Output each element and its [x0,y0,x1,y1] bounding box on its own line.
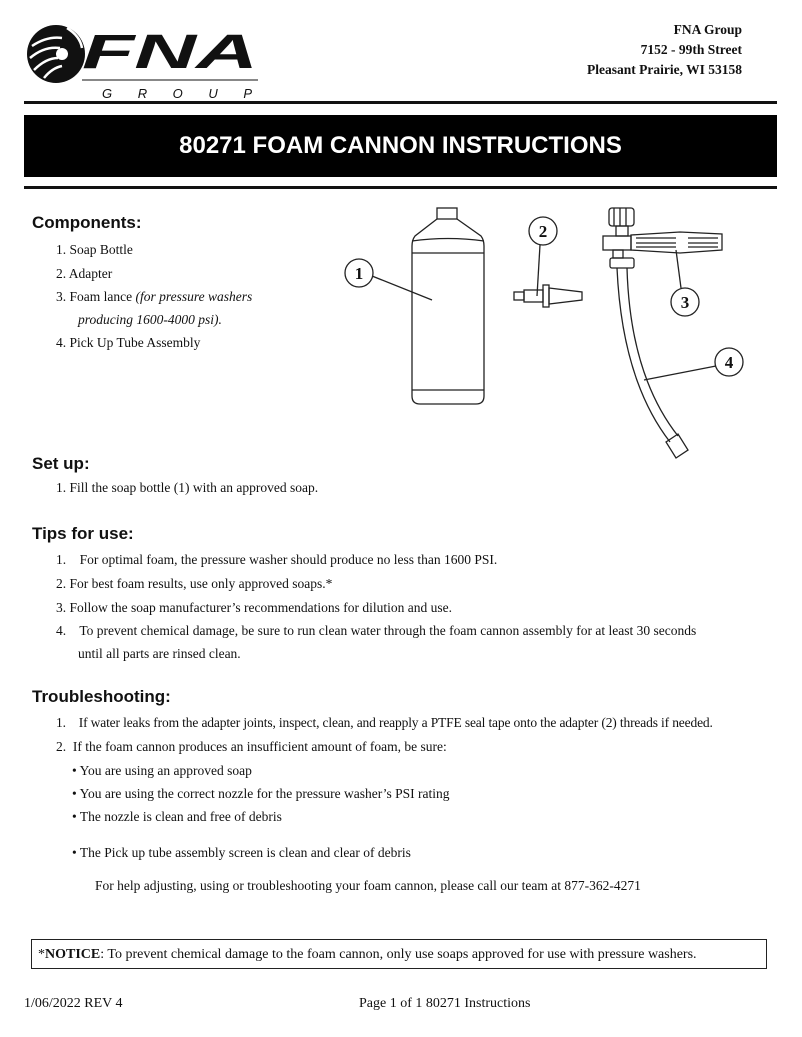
page-title: 80271 FOAM CANNON INSTRUCTIONS [24,115,777,177]
company-address [587,20,742,80]
component-item-note: producing 1600-4000 psi). [78,312,222,327]
setup-heading: Set up: [32,454,90,473]
divider-top [24,101,777,104]
company-name: FNA Group [673,22,742,37]
footer-date: 1/06/2022 REV 4 [24,996,123,1011]
component-item-label: 3. Foam lance [56,289,133,304]
notice-asterisk: * [38,946,45,962]
logo-text: FNA [82,26,258,79]
tips-heading: Tips for use: [32,524,134,543]
footer-page: Page 1 of 1 80271 Instructions [359,996,531,1011]
troubleshooting-heading: Troubleshooting: [32,687,171,706]
tip-item: 1. For optimal foam, the pressure washer should produce no less than 1600 PSI. [56,552,498,567]
notice-box [31,939,767,969]
component-item: 1. Soap Bottle [56,242,133,257]
troubleshooting-bullet: • The Pick up tube assembly screen is clean and clear of debris [72,845,411,860]
component-item: 4. Pick Up Tube Assembly [56,335,201,350]
components-heading: Components: [32,213,142,232]
troubleshooting-bullet: • You are using the correct nozzle for the pressure washer’s PSI rating [72,786,450,801]
callout-2: 2 [538,222,548,241]
help-text: For help adjusting, using or troubleshooting your foam cannon, please call our team at 877-362-4271 [95,878,641,893]
tip-item-cont: until all parts are rinsed clean. [78,646,241,661]
component-item: 2. Adapter [56,266,113,281]
notice-label: NOTICE [45,946,101,962]
component-item [56,288,252,305]
logo-subtext: GROUP [102,86,252,100]
tip-item: 2. For best foam results, use only approved soaps.* [56,576,333,591]
callout-1: 1 [354,264,364,283]
troubleshooting-item: 2. If the foam cannon produces an insufficient amount of foam, be sure: [56,739,447,754]
divider-below-title [24,186,777,189]
soap-bottle-drawing [412,208,484,404]
company-city: Pleasant Prairie, WI 53158 [587,62,742,77]
troubleshooting-bullet: • You are using an approved soap [72,763,252,778]
callout-4: 4 [724,353,734,372]
foam-lance-drawing [603,208,722,458]
components-diagram [330,200,770,465]
tip-item: 3. Follow the soap manufacturer’s recommendations for dilution and use. [56,600,453,615]
troubleshooting-item: 1. If water leaks from the adapter joints, inspect, clean, and reapply a PTFE seal tape onto the adapter (2) threads if needed. [56,715,713,730]
component-item-note: (for pressure washers [135,289,253,304]
tip-item: 4. To prevent chemical damage, be sure to run clean water through the foam cannon assembly for at least 30 seconds [56,623,697,638]
company-street: 7152 - 99th Street [640,42,742,57]
callout-3: 3 [680,293,690,312]
notice-text: : To prevent chemical damage to the foam cannon, only use soaps approved for use with pressure washers. [100,946,697,962]
troubleshooting-bullet: • The nozzle is clean and free of debris [72,809,282,824]
fna-logo [22,18,262,100]
setup-item: 1. Fill the soap bottle (1) with an approved soap. [56,480,319,495]
adapter-drawing [514,285,582,307]
